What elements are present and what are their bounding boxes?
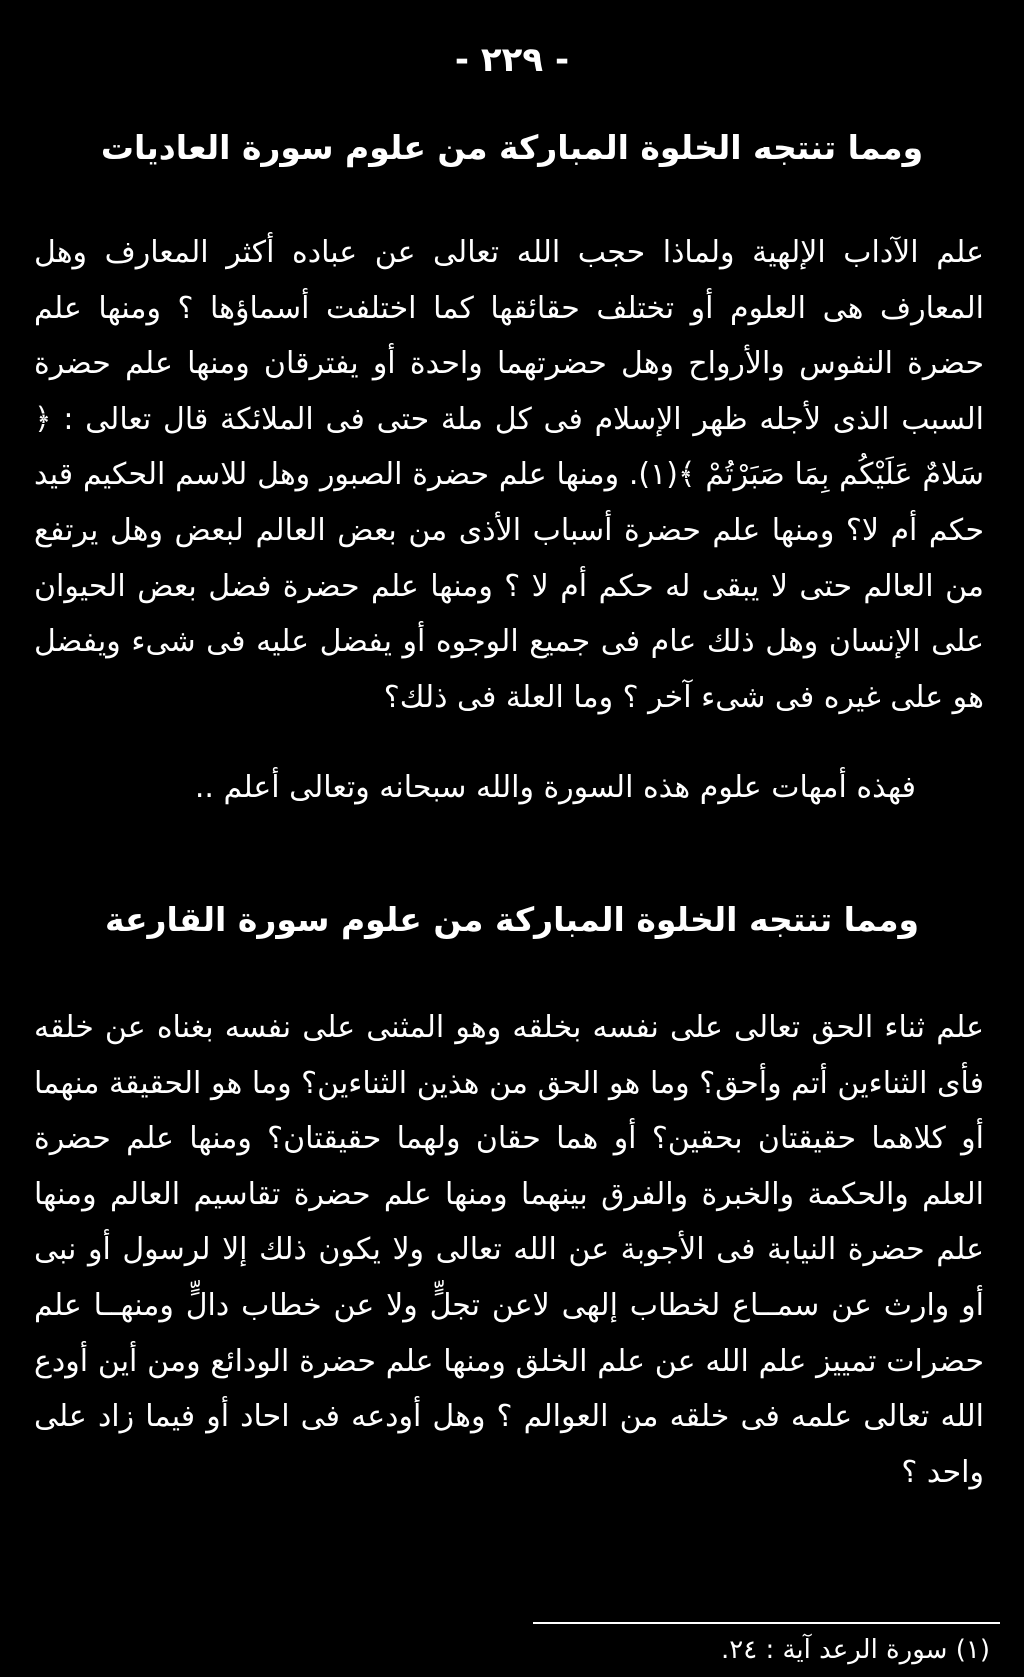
section-body-adiyat: علم الآداب الإلهية ولماذا حجب الله تعالى عن عباده أكثر المعارف وهل المعارف هى العلوم أو تختلف حقائقها كما اختلفت أسماؤها ؟ ومنها علم حضرة النفوس والأرواح وهل حضرتهما واحدة أو يفترقان ومنها علم حضرة السبب الذى لأجله ظهر الإسلام فى كل ملة حتى فى الملائكة قال تعالى : ﴿ سَلامٌ عَلَيْكُم بِمَا صَبَرْتُمْ ﴾(١). ومنها علم حضرة الصبور وهل للاسم الحكيم قيد حكم أم لا؟ ومنها علم حضرة أسباب الأذى من بعض العالم لبعض وهل يرتفع من العالم حتى لا يبقى له حكم أم لا ؟ ومنها علم حضرة فضل بعض الحيوان على الإنسان وهل ذلك عام فى جميع الوجوه أو يفضل عليه فى شىء ويفضل هو على غيره فى شىء آخر ؟ وما العلة فى ذلك؟ <box>34 235 984 715</box>
footnote-divider <box>0 1622 1024 1624</box>
footnote: (١) سورة الرعد آية : ٢٤. <box>720 1635 990 1665</box>
section-title-adiyat: ومما تنتجه الخلوة المباركة من علوم سورة العاديات <box>100 128 924 167</box>
section-body-qariah: علم ثناء الحق تعالى على نفسه بخلقه وهو المثنى على نفسه بغناه عن خلقه فأى الثناءين أتم وأحق؟ وما هو الحق من هذين الثناءين؟ وما هو الحقيقة منهما أو كلاهما حقيقتان بحقين؟ أو هما حقان ولهما حقيقتان؟ ومنها علم حضرة العلم والحكمة والخبرة والفرق بينهما ومنها علم حضرة تقاسيم العالم ومنها علم حضرة النيابة فى الأجوبة عن الله تعالى ولا يكون ذلك إلا لرسول أو نبى أو وارث عن سمــاع لخطاب إلهى لاعن تجلٍّ ولا عن خطاب دالٍّ ومنهــا علم حضرات تمييز علم الله عن علم الخلق ومنها علم حضرة الودائع ومن أين أودع الله تعالى علمه فى خلقه من العوالم ؟ وهل أودعه فى احاد أو فيما زاد على واحد ؟ <box>34 1010 984 1490</box>
section-title-qariah: ومما تنتجه الخلوة المباركة من علوم سورة القارعة <box>104 900 920 939</box>
section-closing-adiyat: فهذه أمهات علوم هذه السورة والله سبحانه وتعالى أعلم .. <box>194 770 916 805</box>
page-number: - ٢٢٩ - <box>454 40 570 80</box>
